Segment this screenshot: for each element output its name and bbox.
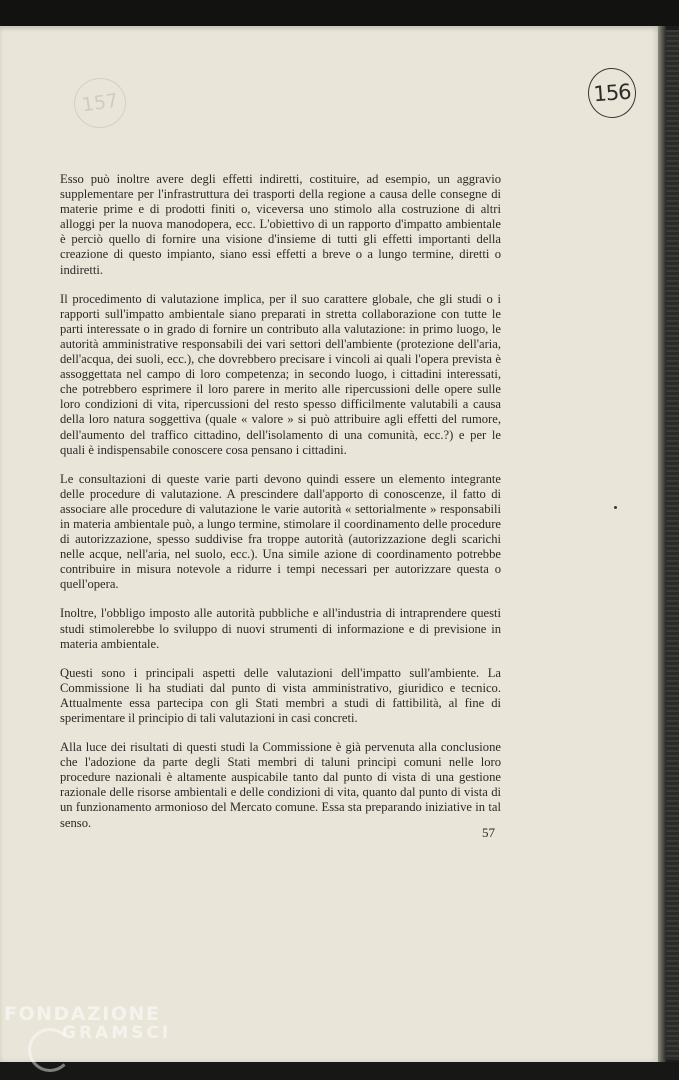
paragraph-1: Esso può inoltre avere degli effetti indiretti, costituire, ad esempio, un aggravio supplementare per l'infrastruttura dei trasporti della regione a causa delle consegne di materie prime e di prodotti finiti o, viceversa uno stimolo alla costruzione di altri alloggi per la nuova manodopera, ecc. L'obiettivo di un rapporto d'impatto ambientale è perciò quello di fornire una visione d'insieme di tutti gli effetti importanti della creazione di questo impianto, siano essi effetti a breve o a lungo termine, diretti o indiretti. (60, 172, 501, 277)
body-text (60, 172, 501, 845)
paragraph-5: Questi sono i principali aspetti delle valutazioni dell'impatto sull'ambiente. La Commissione li ha studiati dal punto di vista amministrativo, giuridico e tecnico. Attualmente essa partecipa con gli Stati membri a studi di fattibilità, al fine di sperimentare il principio di tali valutazioni in casi concreti. (60, 665, 501, 725)
paragraph-6: Alla luce dei risultati di questi studi la Commissione è già pervenuta alla conclusione che l'adozione da parte degli Stati membri di taluni principi comuni nelle loro procedure nazionali è altamente auspicabile tanto dal punto di vista di una gestione razionale delle risorse ambientali e delle condizioni di vita, quanto dal punto di vista di un funzionamento armonioso del Mercato comune. Essa sta preparando iniziative in tal senso. (60, 740, 501, 830)
ghost-page-stamp: 157 (71, 75, 129, 132)
watermark (4, 1003, 171, 1043)
ink-dot (614, 506, 617, 509)
page-edge-shadow (658, 26, 666, 1062)
watermark-line-1: FONDAZIONE (4, 1003, 161, 1025)
scan-background-top (0, 0, 679, 26)
scan-background-bottom (0, 1062, 679, 1080)
paragraph-3: Le consultazioni di queste varie parti devono quindi essere un elemento integrante delle procedure di valutazione. A prescindere dall'apporto di conoscenze, il fatto di associare alle procedure di valutazione le varie autorità « settorialmente » responsabili in materia ambientale può, a lungo termine, stimolare il coordinamento delle procedure di autorizzazione, spesso suddivise fra troppe autorità (autorizzazione degli scarichi nelle acque, nell'aria, nel suolo, ecc.). Una simile azione di coordinamento potrebbe contribuire in misura notevole a ridurre i tempi necessari per autorizzare questa o quell'opera. (60, 471, 501, 592)
binding-strip (666, 30, 679, 1060)
page-number: 57 (482, 825, 495, 840)
watermark-line-2: GRAMSCI (62, 1023, 172, 1043)
paragraph-2: Il procedimento di valutazione implica, per il suo carattere globale, che gli studi o i rapporti sull'impatto ambientale siano preparati in stretta collaborazione con tutte le parti interessate o in grado di fornire un contributo alla valutazione: in primo luogo, le autorità amministrative responsabili dei vari settori dell'ambiente (protezione dell'aria, dell'acqua, dei suoli, ecc.), che dovrebbero precisare i vincoli ai quali l'opera prevista è assoggettata nel campo di loro competenza; in secondo luogo, i cittadini interessati, che potrebbero esprimere il loro parere in merito alle ripercussioni delle opere sulle loro condizioni di vita, ripercussioni del resto spesso difficilmente valutabili a causa della loro natura soggettiva (quale « valore » si può attribuire agli effetti del rumore, dell'aumento del traffico cittadino, dell'isolamento di una comunità, ecc.?) e per le quali è indispensabile conoscere cosa pensano i cittadini. (60, 291, 501, 457)
paragraph-4: Inoltre, l'obbligo imposto alle autorità pubbliche e all'industria di intraprendere questi studi stimolerebbe lo sviluppo di nuovi strumenti di informazione e di previsione in materia ambientale. (60, 606, 501, 651)
handwritten-page-stamp: 156 (586, 66, 637, 119)
